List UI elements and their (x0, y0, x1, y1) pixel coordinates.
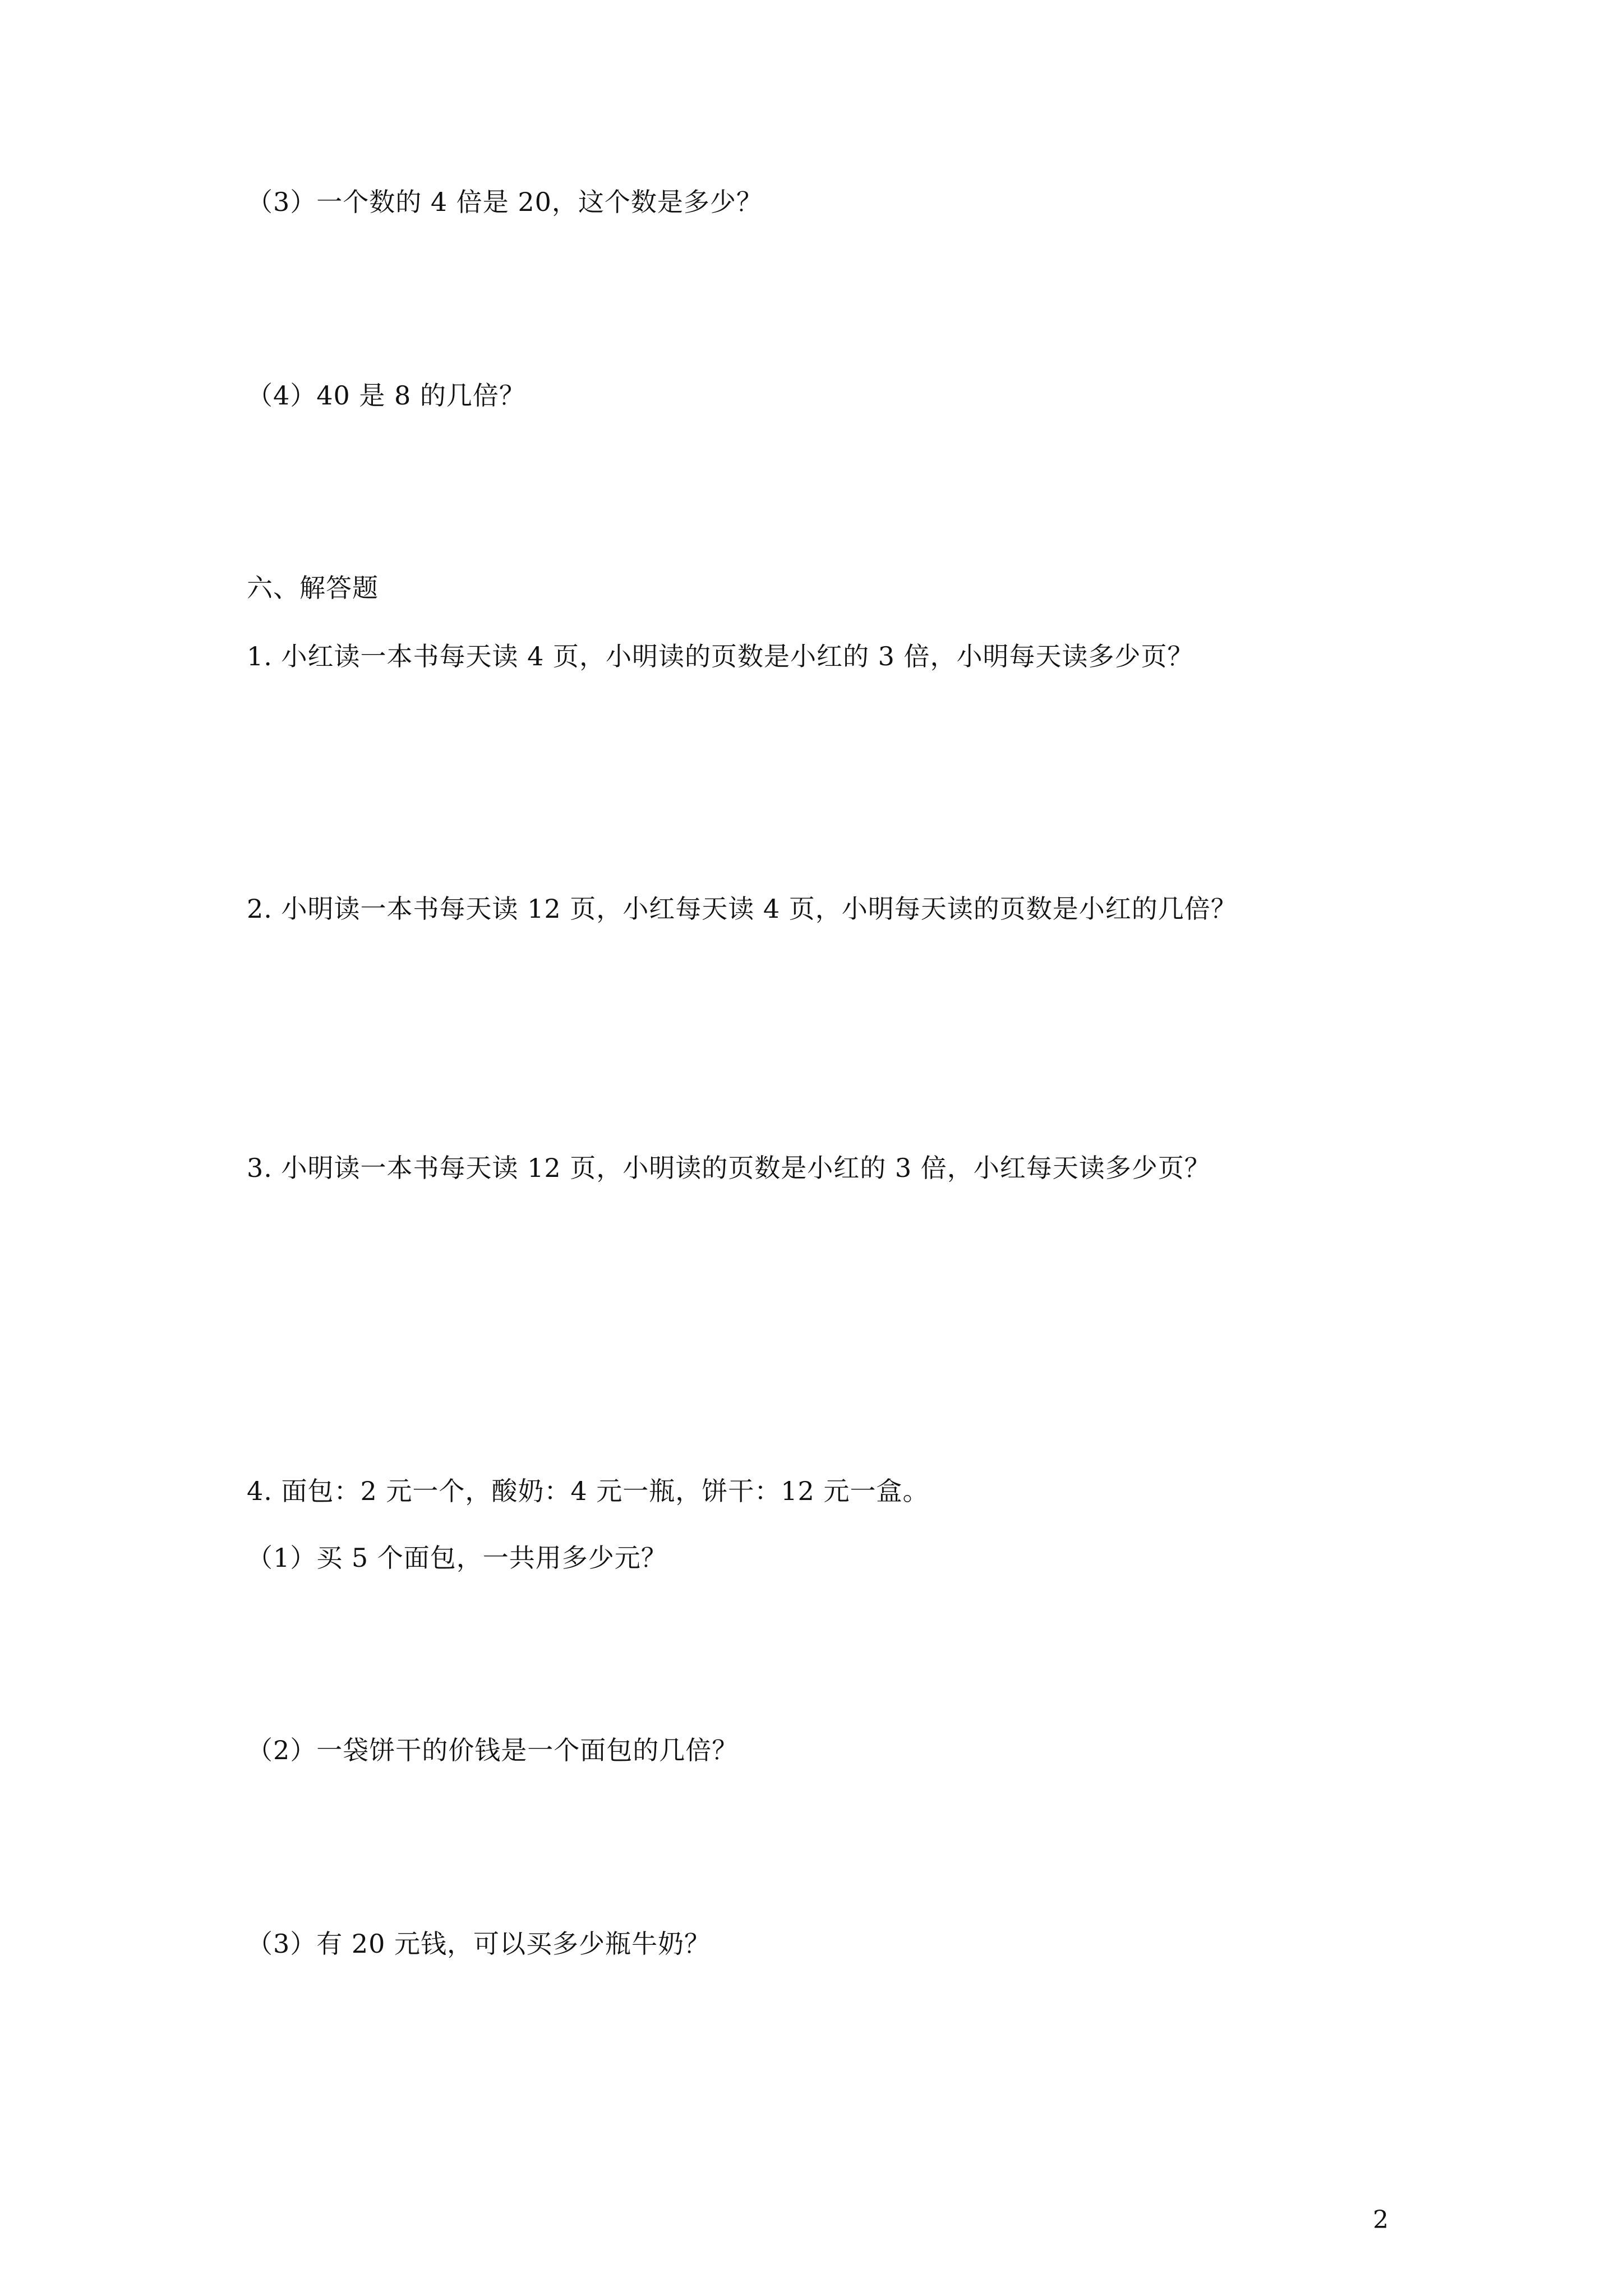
problem-4-sub-1: （1）买 5 个面包，一共用多少元？ (247, 1543, 667, 1573)
problem-3: 3. 小明读一本书每天读 12 页，小明读的页数是小红的 3 倍，小红每天读多少页？ (247, 1153, 1211, 1183)
problem-1: 1. 小红读一本书每天读 4 页，小明读的页数是小红的 3 倍，小明每天读多少页？ (247, 641, 1194, 671)
question-5-4: （4）40 是 8 的几倍？ (247, 380, 525, 411)
problem-2: 2. 小明读一本书每天读 12 页，小红每天读 4 页，小明每天读的页数是小红的几倍？ (247, 894, 1237, 924)
problem-4: 4. 面包：2 元一个，酸奶：4 元一瓶，饼干：12 元一盒。 (247, 1476, 929, 1506)
problem-4-sub-3: （3）有 20 元钱，可以买多少瓶牛奶？ (247, 1929, 711, 1959)
page-number: 2 (1373, 2206, 1389, 2234)
problem-4-sub-2: （2）一袋饼干的价钱是一个面包的几倍？ (247, 1735, 739, 1765)
question-5-3: （3）一个数的 4 倍是 20，这个数是多少？ (247, 187, 763, 217)
section-heading: 六、解答题 (247, 573, 379, 603)
